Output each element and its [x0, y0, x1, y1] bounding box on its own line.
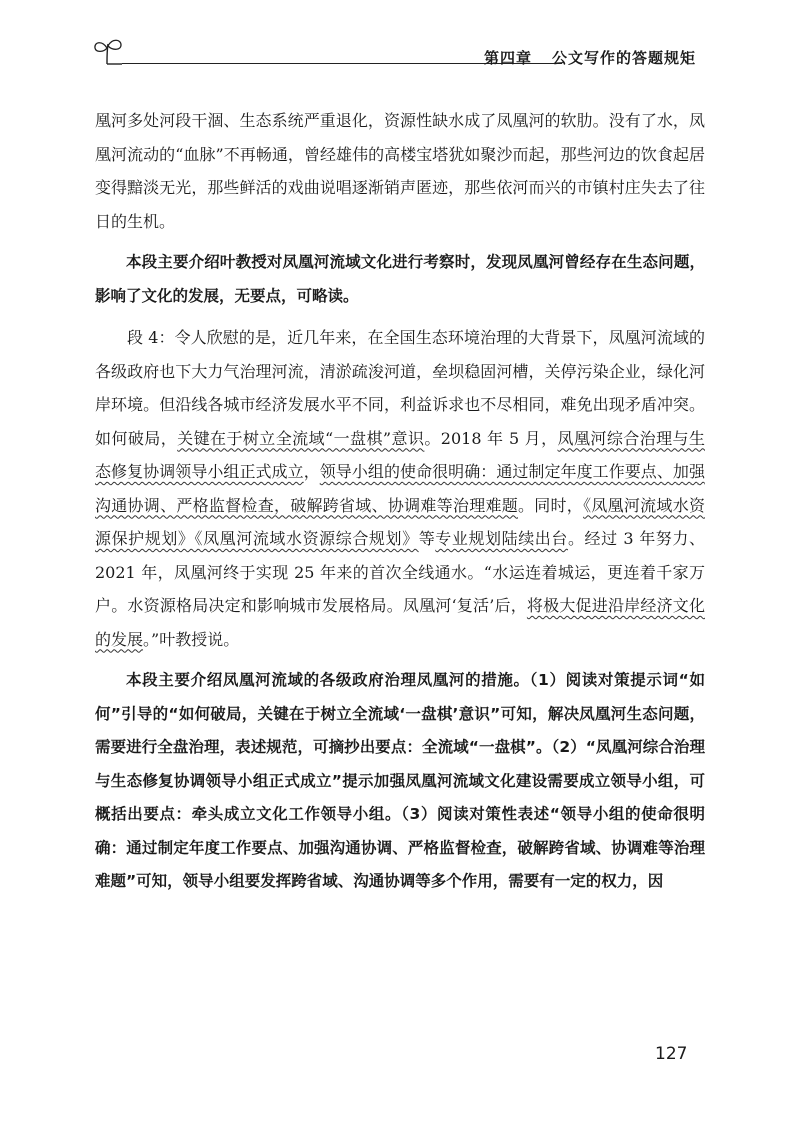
wavy-highlight: 关键在于树立全流域“一盘棋”意识 [177, 428, 425, 448]
text-span: 段 4：令人欣慰的是，近几年来，在全国生态环境治理的大背景下，凤凰河流域的各级政府也下大力气治理河流，清淤疏浚河道，垒坝稳固河槽，关停污染企业，绿化河岸环境。但沿线各城市经济发展水平不同，利益诉求也不尽相同，难免出现矛盾冲突。如何破局， [95, 328, 705, 448]
page-number: 127 [655, 1044, 688, 1064]
text-span: 。经过 3 年努力、2021 年，凤凰河终于实现 25 年来的首次全线通水。“水运连着城运，更连着千家万户。水资源格局决定和影响城市发展格局。凤凰河‘复活’后， [95, 529, 705, 615]
sprout-ornament-icon [92, 36, 126, 66]
text-span: ， [303, 462, 320, 481]
wavy-highlight: 领导小组的使命很明确：通过制定年度工作要点、加强沟通协调、严格监督检查，破解跨省域、协调难等治理难题 [95, 462, 705, 515]
running-header [484, 47, 696, 68]
text-span: 。同时， [518, 495, 584, 515]
text-span: 。”叶教授说。 [143, 629, 240, 649]
paragraph-continued: 凰河多处河段干涸、生态系统严重退化，资源性缺水成了凤凰河的软肋。没有了水，凤凰河流动的“血脉”不再畅通，曾经雄伟的高楼宝塔犹如聚沙而起，那些河边的饮食起居变得黯淡无光，那些鲜活的戏曲说唱逐渐销声匿迹，那些依河而兴的市镇村庄失去了往日的生机。 [95, 111, 705, 231]
analysis-paragraph-2: 本段主要介绍凤凰河流域的各级政府治理凤凰河的措施。（1）阅读对策提示词“如何”引导的“如何破局，关键在于树立全流域‘一盘棋’意识”可知，解决凤凰河生态问题，需要进行全盘治理，表述规范，可摘抄出要点：全流域“一盘棋”。（2）“凤凰河综合治理与生态修复协调领导小组正式成立”提示加强凤凰河流域文化建设需要成立领导小组，可概括出要点：牵头成立文化工作领导小组。（3）阅读对策性表述“领导小组的使命很明确：通过制定年度工作要点、加强沟通协调、严格监督检查，破解跨省域、协调难等治理难题”可知，领导小组要发挥跨省域、沟通协调等多个作用，需要有一定的权力，因 [95, 671, 705, 890]
text-span: 。2018 年 5 月， [424, 428, 558, 448]
paragraph-section-4 [95, 321, 705, 656]
text-span: 等 [418, 529, 436, 548]
chapter-number: 第四章 [484, 49, 533, 67]
wavy-highlight: 《凤凰河流域水资源保护规划》《凤凰河流域水资源综合规划》 [95, 495, 705, 548]
analysis-paragraph-1: 本段主要介绍叶教授对凤凰河流域文化进行考察时，发现凤凰河曾经存在生态问题，影响了文化的发展，无要点，可略读。 [95, 253, 705, 305]
page-body [95, 104, 705, 899]
wavy-highlight: 将极大促进沿岸经济文化的发展 [95, 596, 705, 649]
wavy-highlight: 凤凰河综合治理与生态修复协调领导小组正式成立 [95, 428, 705, 481]
wavy-highlight: 专业规划陆续出台 [435, 529, 568, 548]
chapter-title: 公文写作的答题规矩 [552, 49, 697, 67]
page-header [92, 36, 702, 76]
